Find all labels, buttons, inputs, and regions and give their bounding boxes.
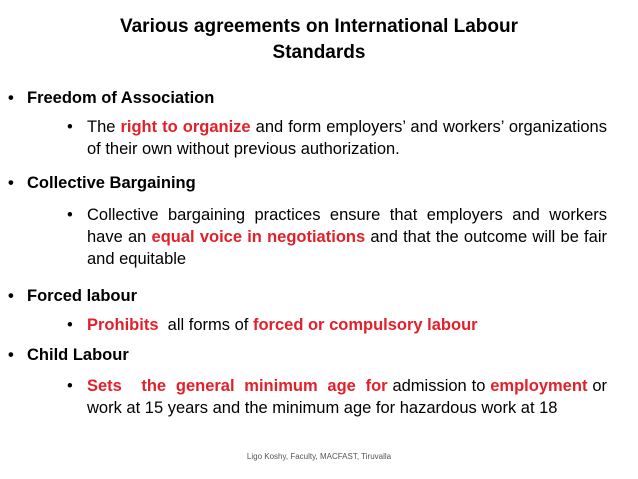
highlight-prohibits: Prohibits: [87, 316, 159, 334]
slide-title: [60, 14, 578, 66]
text-run: all forms of: [158, 316, 253, 334]
title-line-2: Standards: [272, 42, 366, 63]
bullet: •: [8, 89, 14, 107]
text-run: admission to: [387, 377, 491, 395]
point-collective-bargaining: [67, 204, 607, 270]
point-text: [67, 116, 607, 160]
heading-text: Forced labour: [27, 287, 138, 305]
heading-child-labour: [8, 344, 129, 366]
point-child-labour: [67, 375, 607, 419]
bullet: •: [67, 118, 73, 136]
heading-forced-labour: [8, 285, 137, 307]
text-run: and form employers’ and workers’ organizations of their own without previous authorization.: [87, 118, 607, 158]
highlight-equal-voice: equal voice in negotiations: [151, 228, 366, 246]
bullet: •: [67, 377, 73, 395]
heading-text: Child Labour: [27, 346, 129, 364]
slide-footer: Ligo Koshy, Faculty, MACFAST, Tiruvalla: [246, 452, 392, 461]
point-freedom-of-association: [67, 116, 607, 160]
bullet: •: [8, 287, 14, 305]
bullet: •: [67, 206, 73, 224]
highlight-employment: employment: [490, 377, 588, 395]
highlight-right-to-organize: right to organize: [120, 118, 251, 136]
point-text: [67, 204, 607, 270]
text-run: or work at 15 years and the minimum age for hazardous work at 18: [87, 377, 607, 417]
bullet: •: [67, 316, 73, 334]
point-text: [67, 375, 607, 419]
bullet: •: [8, 174, 14, 192]
text-run: Collective bargaining practices ensure that employers and workers have an: [87, 206, 607, 246]
heading-collective-bargaining: [8, 172, 196, 194]
heading-freedom-of-association: [8, 87, 214, 109]
heading-text: Collective Bargaining: [27, 174, 196, 192]
title-line-1: Various agreements on International Labour: [119, 16, 519, 37]
point-forced-labour: [67, 314, 607, 336]
bullet: •: [8, 346, 14, 364]
highlight-sets-minimum-age: Sets the general minimum age for: [87, 377, 388, 395]
highlight-forced-labour: forced or compulsory labour: [252, 316, 478, 334]
text-run: The: [87, 118, 121, 136]
text-run: and that the outcome will be fair and equitable: [87, 228, 607, 268]
point-text: [67, 314, 607, 336]
heading-text: Freedom of Association: [27, 89, 215, 107]
